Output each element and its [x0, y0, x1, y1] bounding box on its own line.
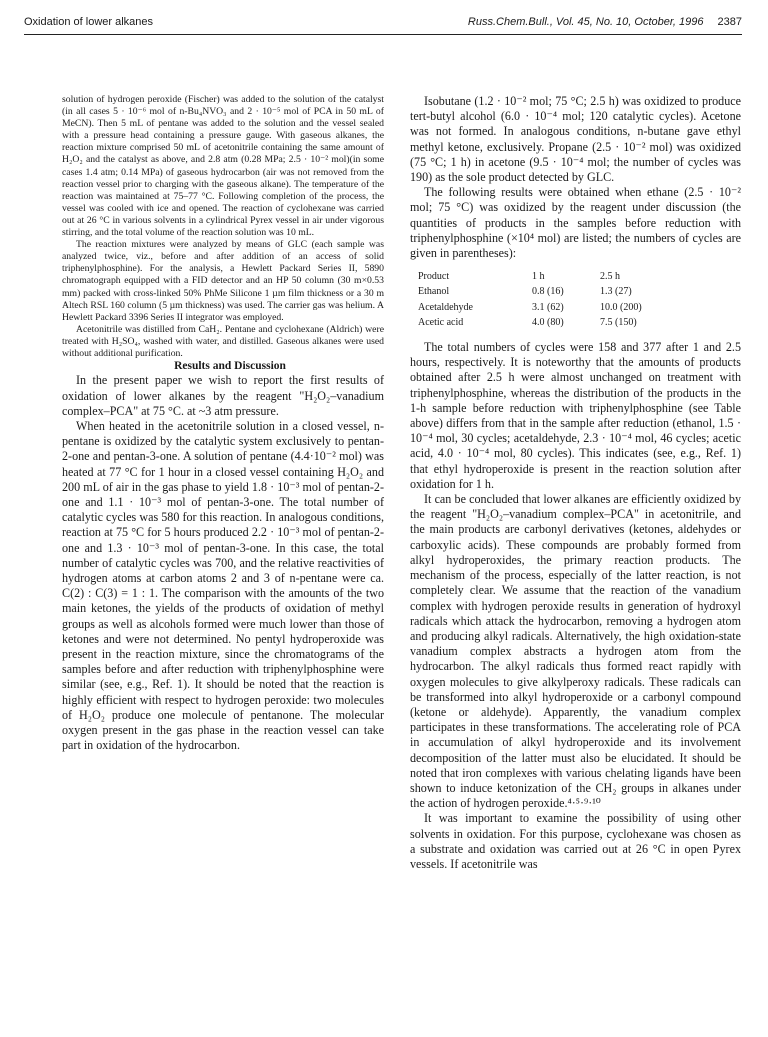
page-number: 2387 — [717, 16, 742, 28]
table-cell: 4.0 (80) — [532, 316, 564, 328]
experimental-paragraph-2: The reaction mixtures were analyzed by means of GLC (each sample was analyzed twice, viz., before and after addition of an access of solid triphenylphosphine). For the analysis, a Hewlett Packard Series II, 5890 chromatograph equipped with a FID detector and an HP 50 column (30 m×0.53 mm) packed with cross-linked 50% PhMe Silicone 1 µm film thickness or a 30 m Altech RSL 160 column (5 µm thickness) was used. The carrier gas was helium. A Hewlett Packard 3396 Series II integrator was employed. — [62, 239, 384, 323]
results-paragraph-1: In the present paper we wish to report the first results of oxidation of lower alkanes by the reagent "H₂O₂–vanadium complex–PCA" at 75 °C. at ~3 atm pressure. — [62, 373, 384, 418]
ethane-products-table — [418, 269, 680, 330]
right-column — [410, 94, 741, 872]
table-header-row — [418, 269, 680, 284]
right-paragraph-1: Isobutane (1.2 · 10⁻² mol; 75 °C; 2.5 h) was oxidized to produce tert-butyl alcohol (6.0 · 10⁻⁴ mol; 120 catalytic cycles). Acetone was not formed. In analogous conditions, n-butane gave ethyl methyl ketone, exclusively. Propane (2.5 · 10⁻² mol) was oxidized (75 °C; 1 h) in acetone (9.5 · 10⁻⁴ mol; the number of cycles was 190) as the sole product detected by GLC. — [410, 94, 741, 185]
table-header-cell: 2.5 h — [600, 271, 620, 283]
results-paragraph-2: When heated in the acetonitrile solution in a closed vessel, n-pentane is oxidized by the catalytic system exclusively to pentan-2-one and pentan-3-one. A solution of pentane (4.4·10⁻² mol) was heated at 77 °C for 1 hour in a closed vessel containing H₂O₂ and 200 mL of air in the gas phase to yield 1.8 · 10⁻³ mol of pentan-2-one and 1.1 · 10⁻³ mol of pentan-3-one. The total number of catalytic cycles was 580 for this reaction. In analogous conditions, reaction at 75 °C for 5 hours produced 2.2 · 10⁻³ mol of pentan-2-one and 1.3 · 10⁻³ mol of pentan-3-one. In this case, the total number of catalytic cycles was 700, and the relative reactivities of hydrogen atoms at carbon atoms 2 and 3 of n-pentane were ca. C(2) : C(3) = 1 : 1. The comparison with the amounts of the two main ketones, the yields of the products of oxidation of methyl groups as well as alcohols formed were much lower than those of ketones and were not determined. No pentyl hydroperoxide was present in the reaction mixture, since the chromatograms of the samples before and after reduction with triphenylphosphine were similar (see, e.g., Ref. 1). It should be noted that the reaction is highly efficient with respect to hydrogen peroxide: two molecules of H₂O₂ produce one molecule of pentanone. The molecular oxygen present in the gas phase in the reaction vessel can take part in oxidation of the hydrocarbon. — [62, 418, 384, 753]
table-cell: Ethanol — [418, 286, 450, 298]
section-heading: Results and Discussion — [174, 360, 286, 373]
left-column — [62, 94, 384, 753]
results-section — [62, 373, 384, 753]
right-paragraph-5: It was important to examine the possibility of using other solvents in oxidation. For this purpose, cyclohexane was chosen as a substrate and oxidation was carried out at 26 °C in open Pyrex vessels. If acetonitrile was — [410, 811, 741, 871]
table-cell: Acetic acid — [418, 316, 464, 328]
experimental-paragraph-1: solution of hydrogen peroxide (Fischer) was added to the solution of the catalyst (in all cases 5 · 10⁻⁶ mol of n-Bu₄NVO₃ and 2 · 10⁻⁵ mol of PCA in 50 mL of MeCN). Then 5 mL of pentane was added to the solution and the vessel sealed with a pressure head containing a pressure gauge. With gaseous alkanes, the reaction mixture comprised 50 mL of acetonitrile containing the same amount of H₂O₂ and the catalyst as above, and 2.8 atm (0.28 MPa; 2.5 · 10⁻² mol)(in some cases 1.4 atm; 0.14 MPa) of gaseous hydrocarbon (air was not removed from the reaction vessel prior to charging with the gaseous alkane). The temperature of the reaction was maintained at 75–77 °C. Following completion of the process, the vessel was cooled with ice and opened. The reaction of cyclohexane was carried out at 26 °C in various solvents in a cylindrical Pyrex vessel in air under vigorous stirring, and the total volume of the reaction solution was 10 mL. — [62, 94, 384, 239]
experimental-paragraph-3: Acetonitrile was distilled from CaH₂. Pentane and cyclohexane (Aldrich) were treated with H₂SO₄, washed with water, and distilled. Gaseous alkanes were used without additional purification. — [62, 323, 384, 359]
table-row — [418, 284, 680, 299]
journal-citation: Russ.Chem.Bull., Vol. 45, No. 10, October, 1996 — [467, 16, 704, 28]
table-cell: 1.3 (27) — [600, 286, 632, 298]
table-header-cell: Product — [418, 271, 450, 283]
table-cell: 7.5 (150) — [600, 316, 637, 328]
table-cell: 10.0 (200) — [600, 301, 642, 313]
right-paragraph-3: The total numbers of cycles were 158 and 377 after 1 and 2.5 hours, respectively. It is noteworthy that the amounts of products obtained after 2.5 h were almost unchanged on treatment with triphenylphosphine, whereas the distribution of the products in the 1-h sample before reduction with triphenylphosphine (see Table above) differs from that in the sample after reduction (ethanol, 1.5 · 10⁻⁴ mol, 30 cycles; acetaldehyde, 2.3 · 10⁻⁴ mol, 46 cycles; acetic acid, 4.0 · 10⁻⁴ mol, 80 cycles). This indicates (see, e.g., Ref. 1) that ethyl hydroperoxide is present in the reaction solution after oxidation for 1 h. — [410, 340, 741, 491]
header-title: Oxidation of lower alkanes — [24, 16, 154, 28]
right-paragraph-2: The following results were obtained when ethane (2.5 · 10⁻² mol; 75 °C) was oxidized by the reagent under discussion (the quantities of products in the samples before reduction with triphenylphosphine (×10⁴ mol) are listed; the numbers of cycles are given in parentheses): — [410, 185, 741, 261]
header-journal — [468, 16, 742, 28]
table-cell: Acetaldehyde — [418, 301, 473, 313]
table-row — [418, 315, 680, 330]
right-paragraph-4: It can be concluded that lower alkanes are efficiently oxidized by the reagent "H₂O₂–vanadium complex–PCA" in acetonitrile, and the main products are carbonyl derivatives (ketones, aldehydes or carboxylic acids). These compounds are probably formed from alkyl hydroperoxides, the primary reaction products. The mechanism of the process, especially of the latter reaction, is not completely clear. We assume that the reaction of the vanadium complex with hydrogen peroxide results in generation of hydroxyl radicals which attack the hydrocarbon, removing a hydrogen atom and producing alkyl radicals. Alternatively, the high oxidation-state vanadium complex abstracts a hydrogen atom from the hydrocarbon. The alkyl radicals thus formed react rapidly with oxygen molecules to give alkylperoxy radicals. These radicals can be transformed into alkyl hydroperoxide or a carbonyl compound (ketone or aldehyde). Apparently, the vanadium complex participates in these transformations. The accelerating role of PCA in accumulation of alkyl hydroperoxide and its involvement decomposition of the latter must also be elucidated. It should be noted that iron complexes with various chelating ligands have been shown to induce ketonization of the CH₂ groups in alkanes under the action of hydrogen peroxide.⁴·⁵·⁹·¹⁰ — [410, 492, 741, 811]
running-header — [24, 16, 742, 32]
table-cell: 3.1 (62) — [532, 301, 564, 313]
table-cell: 0.8 (16) — [532, 286, 564, 298]
experimental-section — [62, 94, 384, 360]
table-header-cell: 1 h — [532, 271, 545, 283]
header-rule — [24, 34, 742, 35]
table-row — [418, 300, 680, 315]
